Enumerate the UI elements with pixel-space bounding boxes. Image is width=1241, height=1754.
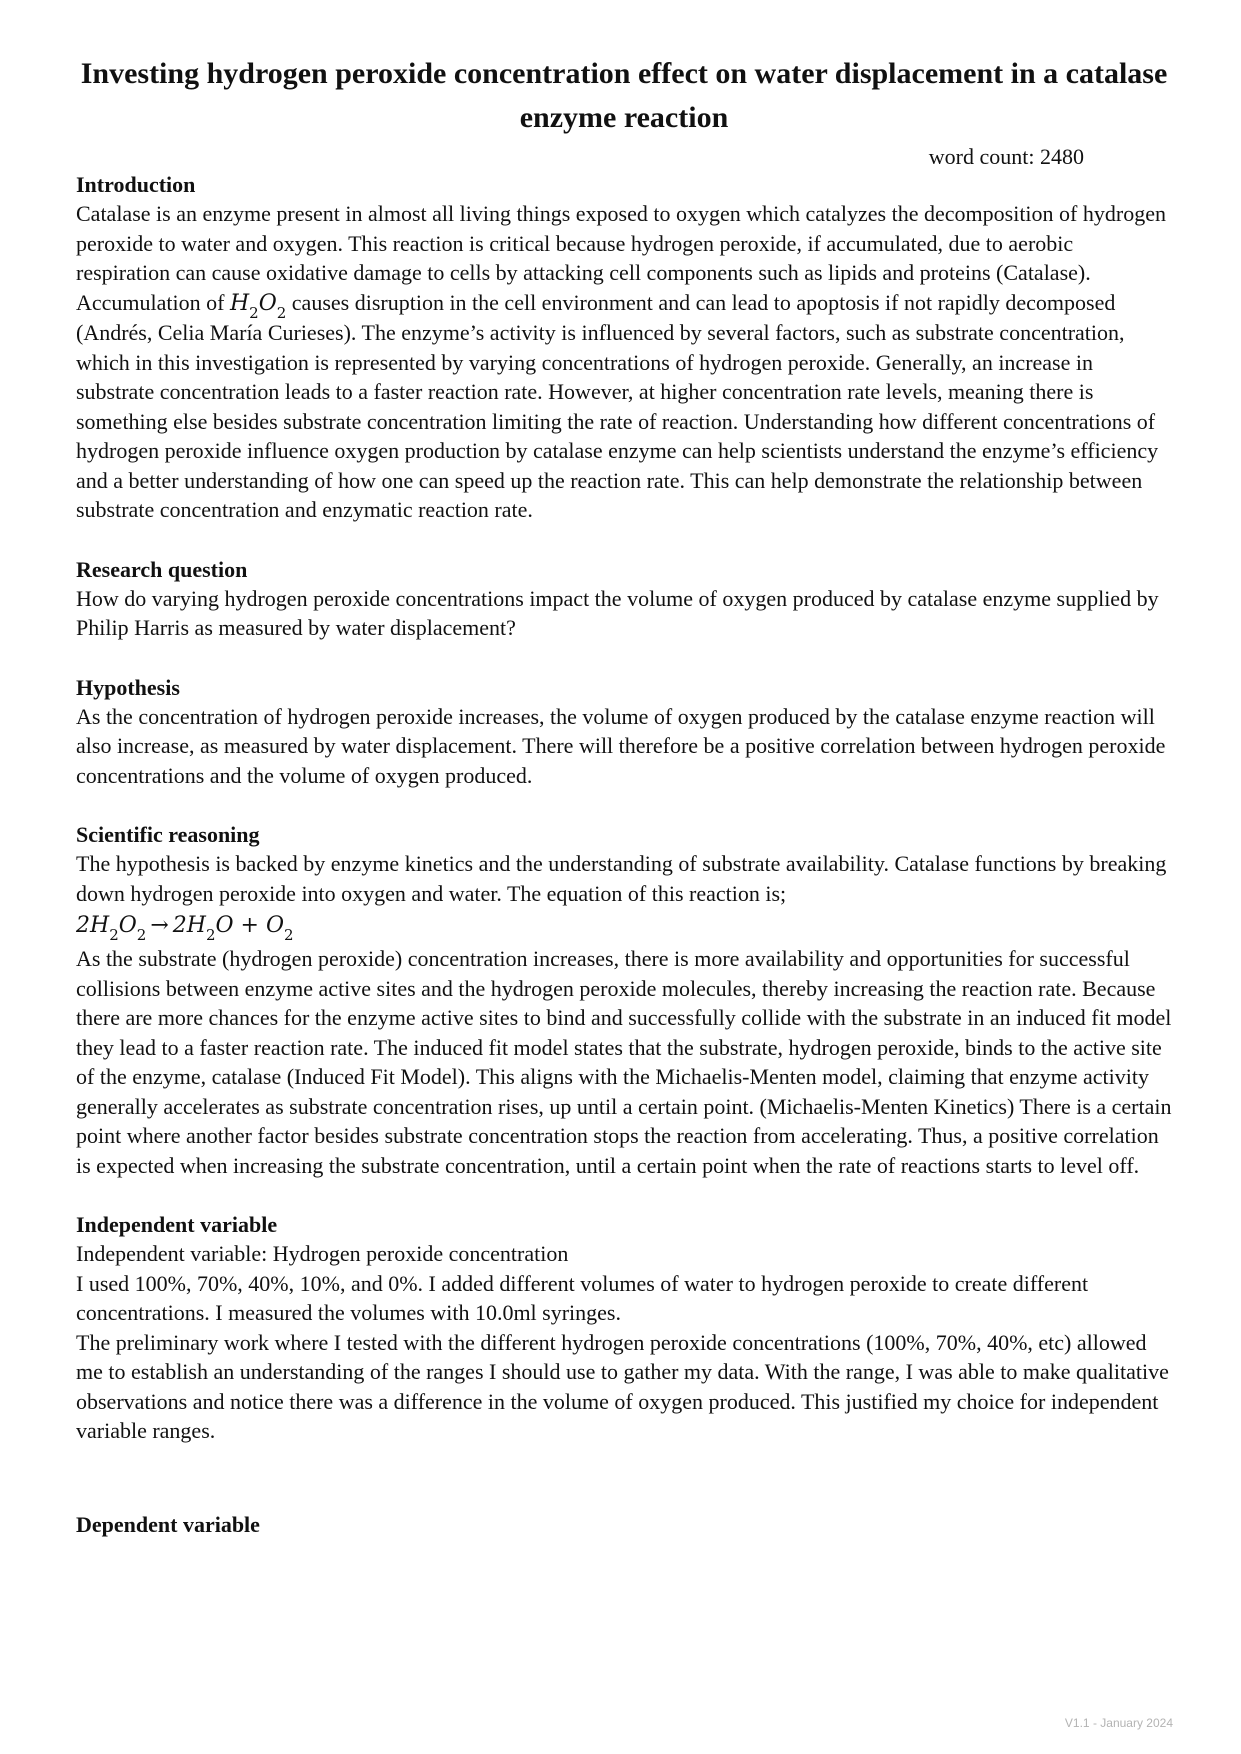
research-question-heading: Research question (76, 556, 248, 582)
arrow-icon: → (150, 913, 169, 938)
introduction-paragraph (76, 199, 1172, 525)
scientific-reasoning-section (76, 820, 1172, 1180)
independent-variable-line-3: The preliminary work where I tested with the different hydrogen peroxide concentrations (100%, 70%, 40%, etc) allowed me to establish an understanding of the ranges I should use to gather my data. With the range, I was able to make qualitative observations and notice there was a difference in the volume of oxygen produced. This justified my choice for independent variable ranges. (76, 1329, 1169, 1443)
document-page (76, 52, 1172, 1539)
dependent-variable-section (76, 1510, 1172, 1539)
introduction-text-b: causes disruption in the cell environment and can lead to apoptosis if not rapidly decomposed (Andrés, Celia María Curieses). The enzyme’s activity is influenced by several factors, such as substrate concentration, which in this investigation is represented by varying concentrations of hydrogen peroxide. Generally, an increase in substrate concentration leads to a faster reaction rate. However, at higher concentration rate levels, meaning there is something else besides substrate concentration limiting the rate of reaction. Understanding how different concentrations of hydrogen peroxide influence oxygen production by catalase enzyme can help scientists understand the enzyme’s efficiency and a better understanding of how one can speed up the reaction rate. This can help demonstrate the relationship between substrate concentration and enzymatic reaction rate. (76, 289, 1159, 522)
research-question-text: How do varying hydrogen peroxide concentrations impact the volume of oxygen produced by catalase enzyme supplied by Philip Harris as measured by water displacement? (76, 585, 1159, 640)
hypothesis-text: As the concentration of hydrogen peroxide increases, the volume of oxygen produced by the catalase enzyme reaction will also increase, as measured by water displacement. There will therefore be a positive correlation between hydrogen peroxide concentrations and the volume of oxygen produced. (76, 703, 1166, 788)
hypothesis-section (76, 673, 1172, 791)
introduction-text-a: Catalase is an enzyme present in almost all living things exposed to oxygen which catalyzes the decomposition of hydrogen peroxide to water and oxygen. This reaction is critical because hydrogen peroxide, if accumulated, due to aerobic respiration can cause oxidative damage to cells by attacking cell components such as lipids and proteins (Catalase). Accumulation of (76, 201, 1166, 315)
scientific-reasoning-intro: The hypothesis is backed by enzyme kinetics and the understanding of substrate availability. Catalase functions by breaking down hydrogen peroxide into oxygen and water. The equation of this reaction is; (76, 851, 1167, 906)
h2o2-formula: $H_2O_2$ (229, 290, 287, 322)
scientific-reasoning-text: As the substrate (hydrogen peroxide) concentration increases, there is more availability and opportunities for successful collisions between enzyme active sites and the hydrogen peroxide molecules, thereby increasing the reaction rate. Because there are more chances for the enzyme active sites to bind and successfully collide with the substrate in an induced fit model they lead to a faster reaction rate. The induced fit model states that the substrate, hydrogen peroxide, binds to the active site of the enzyme, catalase (Induced Fit Model). This aligns with the Michaelis-Menten model, claiming that enzyme activity generally accelerates as substrate concentration rises, up until a certain point. (Michaelis-Menten Kinetics) There is a certain point where another factor besides substrate concentration stops the reaction from accelerating. Thus, a positive correlation is expected when increasing the substrate concentration, until a certain point when the rate of reactions starts to level off. (76, 946, 1172, 1178)
dependent-variable-heading: Dependent variable (76, 1511, 260, 1537)
independent-variable-line-1: Independent variable: Hydrogen peroxide concentration (76, 1241, 569, 1266)
research-question-section (76, 555, 1172, 643)
introduction-heading: Introduction (76, 172, 196, 197)
word-count: word count: 2480 (928, 144, 1084, 169)
independent-variable-line-2: I used 100%, 70%, 40%, 10%, and 0%. I added different volumes of water to hydrogen peroxide to create different concentrations. I measured the volumes with 10.0ml syringes. (76, 1270, 1089, 1325)
independent-variable-heading: Independent variable (76, 1212, 278, 1237)
hypothesis-heading: Hypothesis (76, 674, 180, 700)
version-footer: V1.1 - January 2024 (1064, 1716, 1173, 1730)
independent-variable-section (76, 1210, 1172, 1446)
introduction-section (76, 170, 1172, 525)
reaction-equation: $2H_2O_2 \to 2H_2O + O_2$ (76, 913, 294, 944)
scientific-reasoning-heading: Scientific reasoning (76, 822, 260, 847)
document-title: Investing hydrogen peroxide concentration effect on water displacement in a catalase enzyme reaction (80, 57, 1168, 134)
